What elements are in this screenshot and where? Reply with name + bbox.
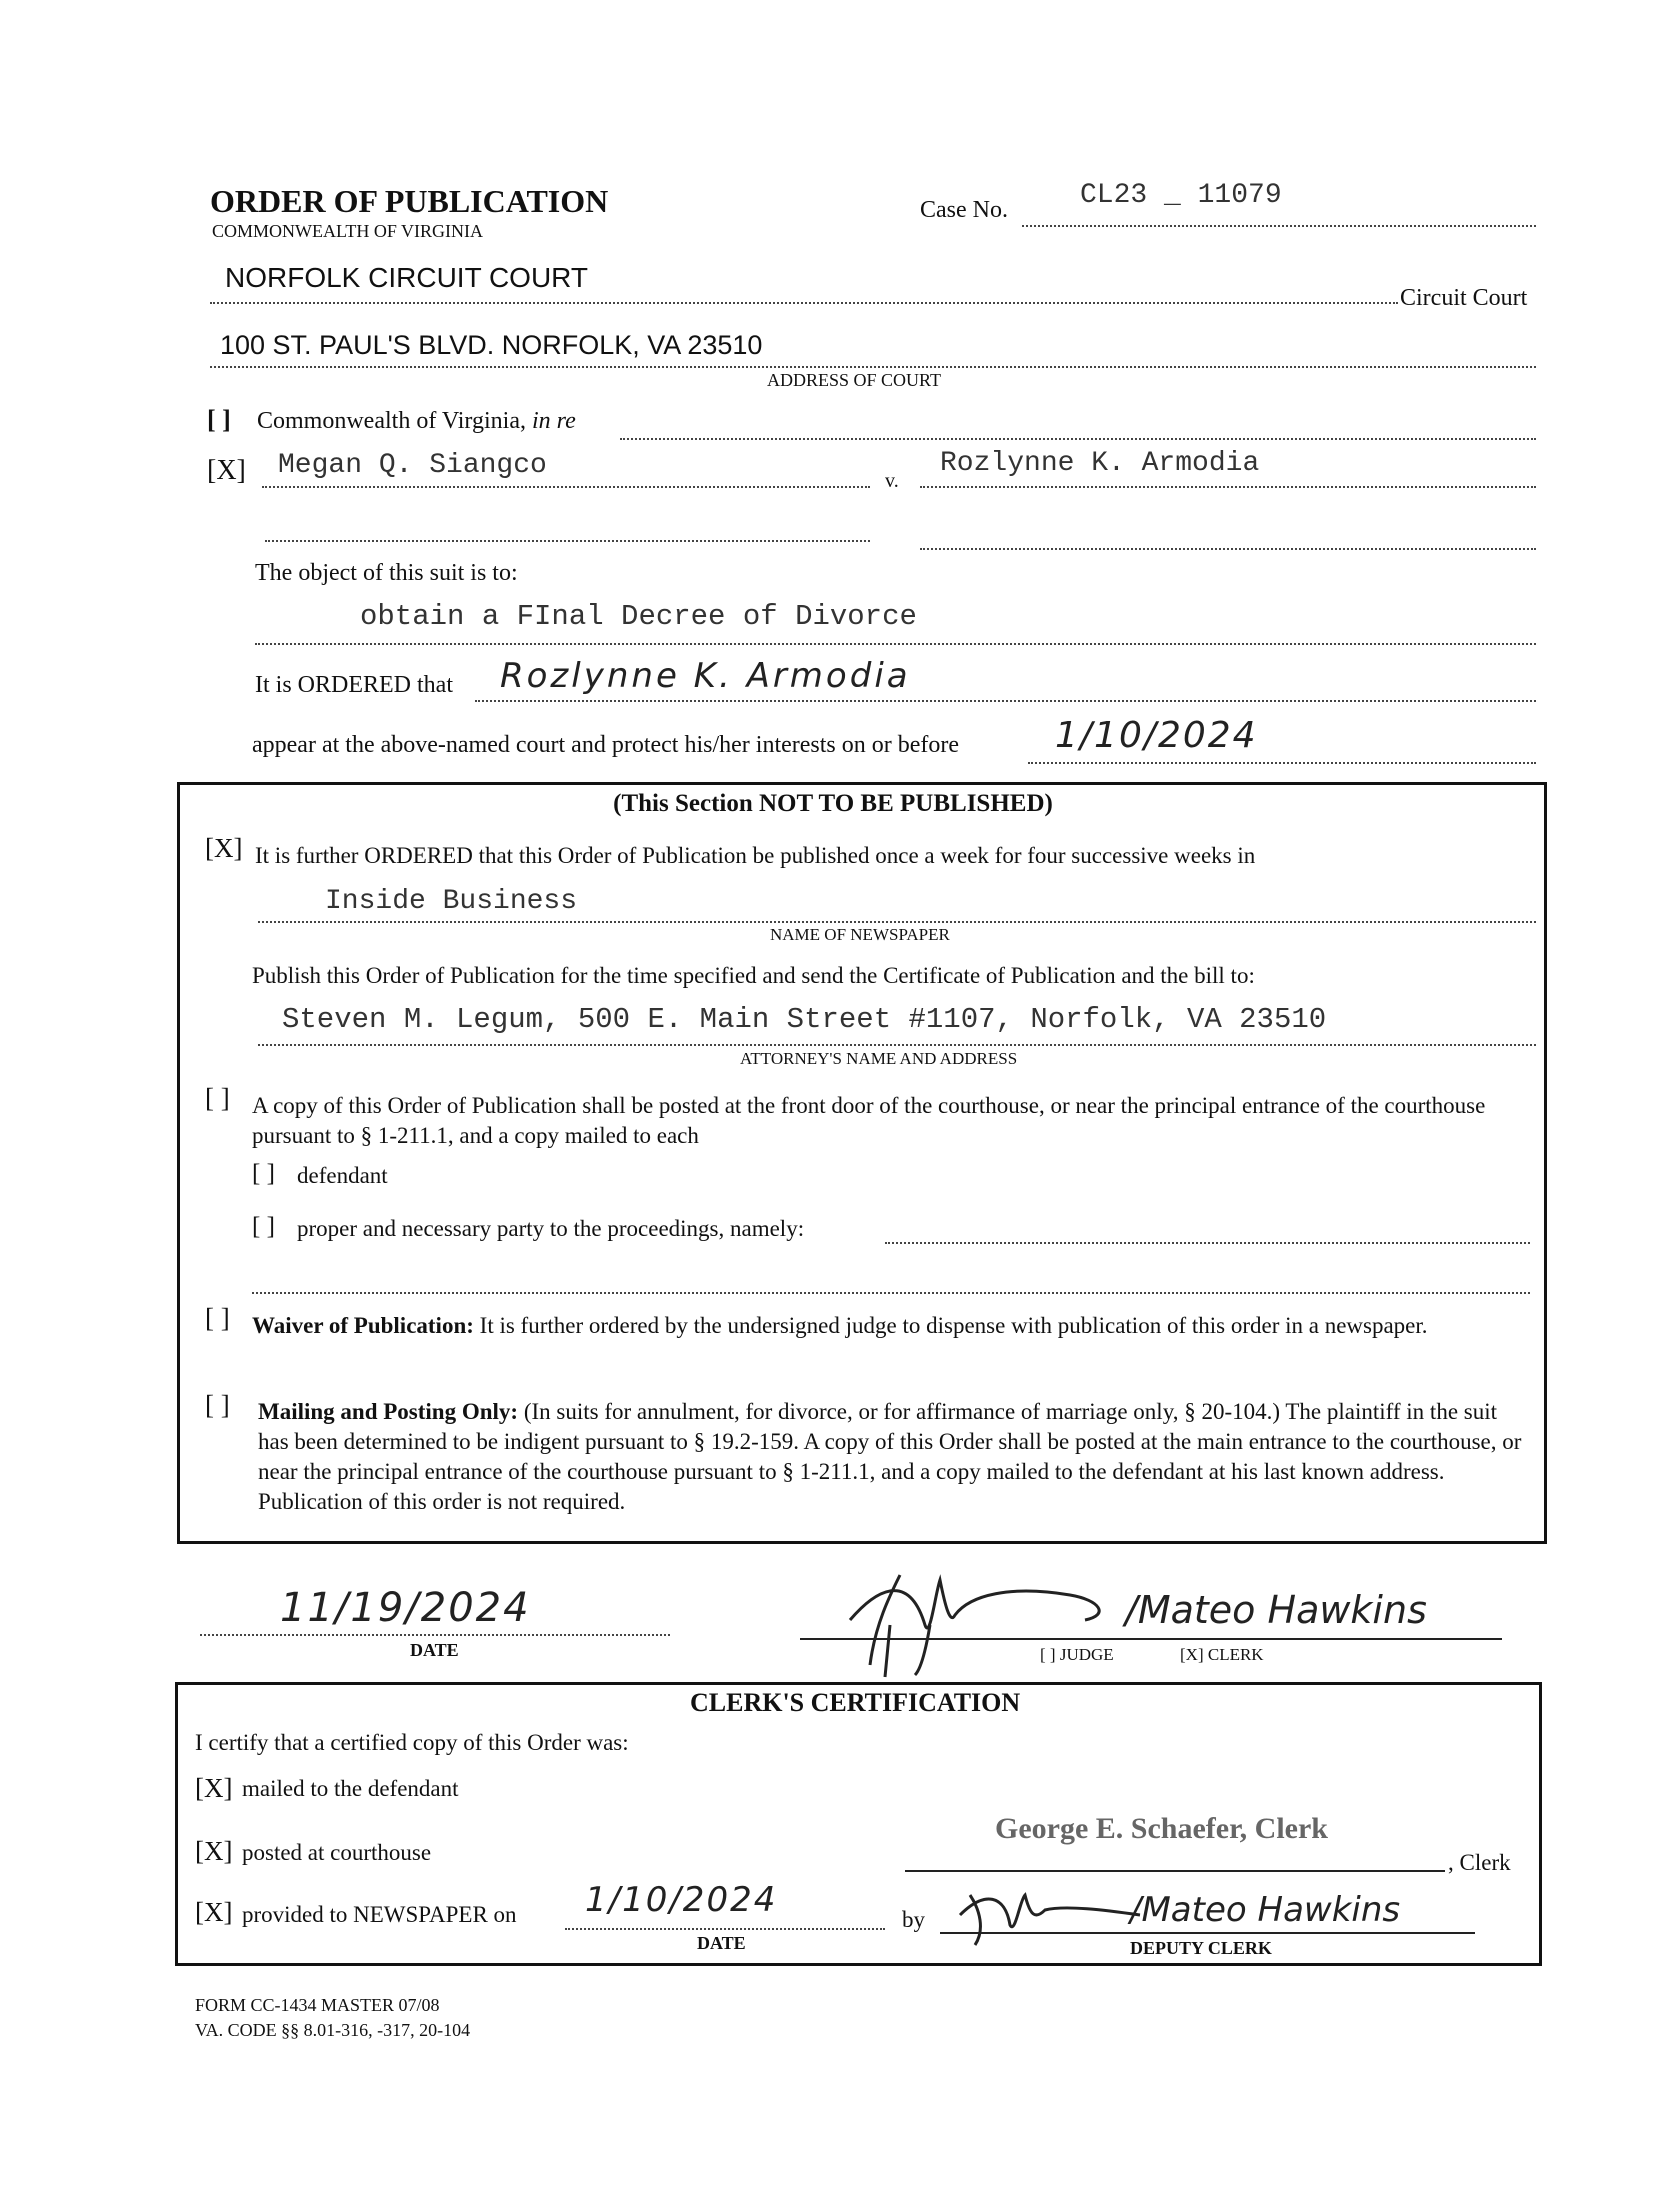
party-option-label: proper and necessary party to the proceedings, namely:: [297, 1216, 805, 1241]
court-address-line: [210, 366, 1536, 368]
appear-text: appear at the above-named court and protect his/her interests on or before: [252, 732, 960, 758]
signature-date-caption: DATE: [410, 1640, 459, 1660]
newspaper-name: Inside Business: [325, 886, 578, 917]
deputy-line: [940, 1932, 1475, 1934]
waiver-title: Waiver of Publication:: [252, 1313, 474, 1338]
versus-label: v.: [885, 470, 899, 492]
address-caption: ADDRESS OF COURT: [767, 370, 941, 390]
defendant-name: Rozlynne K. Armodia: [940, 448, 1260, 479]
ordered-line: [475, 700, 1536, 702]
waiver-text: It is further ordered by the undersigned judge to dispense with publication of this order in a newspaper.: [479, 1313, 1428, 1338]
court-address: 100 ST. PAUL'S BLVD. NORFOLK, VA 23510: [220, 330, 763, 360]
clerk-stamp-line: [905, 1870, 1445, 1872]
plaintiff-name: Megan Q. Siangco: [278, 450, 547, 481]
provided-date-handwritten: 1/10/2024: [585, 1880, 778, 1920]
defendant-line: [920, 486, 1536, 488]
not-published-heading: (This Section NOT TO BE PUBLISHED): [613, 790, 1053, 817]
circuit-court-suffix: Circuit Court: [1400, 285, 1528, 311]
clerk-stamp: George E. Schaefer, Clerk: [995, 1812, 1328, 1845]
defendant-checkbox[interactable]: [ ]: [252, 1160, 275, 1187]
court-name-line: [210, 302, 1398, 304]
waiver-checkbox[interactable]: [ ]: [205, 1303, 230, 1333]
mailed-checkbox[interactable]: [X]: [195, 1773, 233, 1803]
object-value: obtain a FInal Decree of Divorce: [360, 600, 917, 633]
plaintiff-line: [262, 486, 870, 488]
party-line: [885, 1242, 1530, 1244]
attorney-value: Steven M. Legum, 500 E. Main Street #1107, Norfolk, VA 23510: [282, 1003, 1327, 1036]
send-text: Publish this Order of Publication for the time specified and send the Certificate of Publication and the bill to:: [252, 963, 1255, 988]
attorney-caption: ATTORNEY'S NAME AND ADDRESS: [740, 1049, 1018, 1068]
mailing-paragraph: [258, 1397, 1522, 1517]
commonwealth-label: [257, 408, 576, 435]
deputy-caption: DEPUTY CLERK: [1130, 1938, 1272, 1958]
waiver-paragraph: [252, 1311, 1522, 1341]
mailing-text: (In suits for annulment, for divorce, or for affirmance of marriage only, § 20-104.) The plaintiff in the suit has been determined to be indigent pursuant to § 19.2-159. A copy of this Order shall be posted at the main entrance to the courthouse, or near the principal entrance of the courthouse pursuant to § 1-211.1, and a copy mailed to the defendant at his last known address. Publication of this order is not required.: [258, 1399, 1522, 1514]
document-title: ORDER OF PUBLICATION: [210, 183, 609, 219]
defendant-option-label: defendant: [297, 1163, 388, 1188]
posted-label: posted at courthouse: [242, 1840, 432, 1865]
provided-checkbox[interactable]: [X]: [195, 1897, 233, 1927]
deputy-signer-name-text: Mateo Hawkins: [1141, 1890, 1401, 1930]
publish-text: It is further ORDERED that this Order of Publication be published once a week for four successive weeks in: [255, 843, 1256, 868]
by-label: by: [902, 1907, 925, 1932]
appear-date-handwritten: 1/10/2024: [1055, 715, 1258, 756]
newspaper-caption: NAME OF NEWSPAPER: [770, 925, 950, 944]
clerk-option[interactable]: [X] CLERK: [1180, 1645, 1264, 1664]
posted-checkbox[interactable]: [X]: [195, 1836, 233, 1866]
signature-date-handwritten: 11/19/2024: [280, 1585, 531, 1631]
clerk-signer-name-text: Mateo Hawkins: [1137, 1588, 1427, 1632]
provided-label: provided to NEWSPAPER on: [242, 1902, 517, 1927]
commonwealth-checkbox[interactable]: [ ]: [207, 405, 231, 434]
signature-line: [800, 1638, 1502, 1640]
signature-date-line: [200, 1634, 670, 1636]
posting-text: A copy of this Order of Publication shall be posted at the front door of the courthouse, or near the principal entrance of the courthouse pursuant to § 1-211.1, and a copy mailed to each: [252, 1093, 1486, 1148]
document-subtitle: COMMONWEALTH OF VIRGINIA: [212, 221, 484, 241]
newspaper-line: [258, 921, 1536, 923]
mailed-label: mailed to the defendant: [242, 1776, 459, 1801]
certification-intro: I certify that a certified copy of this Order was:: [195, 1730, 629, 1755]
plaintiff-line-2: [265, 540, 870, 542]
deputy-signer-name: /Mateo Hawkins: [1130, 1890, 1401, 1930]
ordered-name-handwritten: Rozlynne K. Armodia: [500, 656, 911, 696]
parties-checkbox[interactable]: [X]: [207, 455, 246, 486]
clerk-suffix: , Clerk: [1448, 1850, 1511, 1875]
court-name: NORFOLK CIRCUIT COURT: [225, 262, 588, 293]
clerk-signer-name: /Mateo Hawkins: [1125, 1588, 1427, 1632]
deputy-signature-mark: [955, 1880, 1155, 1950]
object-line: [255, 643, 1536, 645]
publish-checkbox[interactable]: [X]: [205, 833, 243, 863]
case-number-label: Case No.: [920, 197, 1008, 223]
provided-date-caption: DATE: [697, 1933, 746, 1953]
mailing-title: Mailing and Posting Only:: [258, 1399, 519, 1424]
certification-heading: CLERK'S CERTIFICATION: [690, 1688, 1021, 1717]
va-code: VA. CODE §§ 8.01-316, -317, 20-104: [195, 2020, 471, 2040]
appear-date-line: [1028, 762, 1536, 764]
form-number: FORM CC-1434 MASTER 07/08: [195, 1995, 440, 2015]
case-number-line: [1022, 225, 1536, 227]
ordered-label: It is ORDERED that: [255, 672, 453, 698]
defendant-line-2: [920, 548, 1536, 550]
party-checkbox[interactable]: [ ]: [252, 1213, 275, 1240]
commonwealth-line: [620, 438, 1536, 440]
party-line-2: [252, 1292, 1530, 1294]
judge-option[interactable]: [ ] JUDGE: [1040, 1645, 1114, 1664]
in-re-text: in re: [531, 408, 576, 434]
mailing-checkbox[interactable]: [ ]: [205, 1390, 230, 1420]
commonwealth-text: Commonwealth of Virginia,: [257, 408, 526, 434]
provided-date-line: [565, 1928, 885, 1930]
attorney-line: [258, 1044, 1536, 1046]
posting-checkbox[interactable]: [ ]: [205, 1083, 230, 1113]
case-number-value: CL23 _ 11079: [1080, 180, 1282, 211]
object-label: The object of this suit is to:: [255, 560, 518, 586]
